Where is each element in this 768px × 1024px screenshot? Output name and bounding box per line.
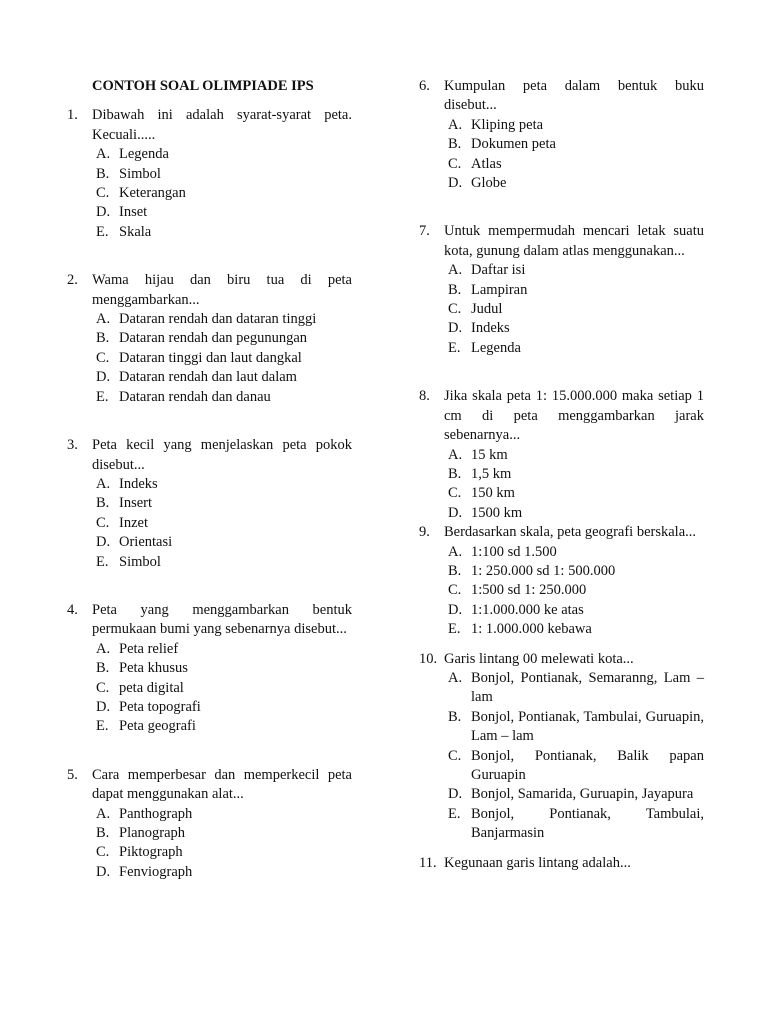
option-text: Panthograph [119, 805, 193, 822]
question-text: Berdasarkan skala, peta geografi berskala... [444, 524, 697, 541]
answer-option [96, 514, 352, 533]
option-text: Dataran tinggi dan laut dangkal [119, 349, 302, 366]
option-letter: E. [448, 621, 461, 638]
question-item [419, 854, 704, 873]
option-text: Skala [119, 223, 152, 240]
option-letter: D. [96, 863, 111, 880]
option-letter: B. [96, 660, 110, 677]
option-text: Peta topografi [119, 698, 201, 715]
option-text: Peta geografi [119, 718, 196, 735]
option-letter: A. [448, 262, 463, 279]
answer-option [448, 484, 704, 503]
option-letter: B. [448, 562, 462, 579]
answer-option [96, 223, 352, 242]
option-text: 1: 1.000.000 kebawa [471, 621, 592, 638]
question-stem [67, 766, 352, 805]
question-item [67, 601, 352, 737]
answer-option [96, 659, 352, 678]
answer-option [96, 553, 352, 572]
option-text: Planograph [119, 825, 186, 841]
option-letter: D. [96, 534, 111, 551]
answer-option [448, 319, 704, 338]
question-number: 11. [419, 854, 437, 871]
option-text: Inzet [119, 514, 148, 531]
option-letter: D. [448, 601, 463, 618]
option-letter: C. [96, 349, 110, 366]
option-letter: A. [96, 640, 111, 657]
answer-option [448, 708, 704, 747]
option-letter: A. [96, 475, 111, 492]
answer-option [448, 805, 704, 844]
answer-option [96, 679, 352, 698]
answer-option [96, 824, 352, 843]
question-item [67, 766, 352, 882]
option-letter: D. [448, 504, 463, 521]
option-text: Insert [119, 495, 153, 512]
option-letter: B. [448, 281, 462, 298]
question-stem [419, 77, 704, 116]
question-text: Kumpulan peta dalam bentuk buku disebut... [444, 78, 704, 114]
option-letter: D. [96, 698, 111, 715]
answer-option [96, 698, 352, 717]
option-text: Bonjol, Pontianak, Balik papan Guruapin [471, 747, 704, 783]
option-text: Keterangan [119, 185, 186, 202]
question-text: Peta yang menggambarkan bentuk permukaan bumi yang sebenarnya disebut... [92, 601, 352, 638]
option-text: Dataran rendah dan laut dalam [119, 369, 297, 386]
answer-option [448, 785, 704, 804]
option-letter: C. [96, 185, 110, 202]
option-letter: C. [448, 485, 462, 502]
question-item [419, 387, 704, 523]
answer-option [96, 717, 352, 736]
option-letter: C. [448, 301, 462, 318]
answer-option [96, 368, 352, 387]
option-text: Dataran rendah dan dataran tinggi [119, 311, 317, 328]
answer-options [67, 805, 352, 883]
question-item [419, 222, 704, 358]
answer-option [448, 446, 704, 465]
option-letter: D. [96, 369, 111, 386]
answer-option [448, 155, 704, 174]
question-item [67, 271, 352, 407]
answer-options [67, 145, 352, 242]
question-stem [67, 271, 352, 310]
option-text: Peta khusus [119, 660, 188, 677]
option-letter: D. [448, 320, 463, 337]
option-letter: C. [448, 747, 462, 764]
option-text: 15 km [471, 446, 508, 463]
answer-options [419, 543, 704, 640]
answer-option [448, 601, 704, 620]
answer-option [96, 494, 352, 513]
question-text: Wama hijau dan biru tua di peta menggambarkan... [92, 272, 352, 308]
question-number: 7. [419, 223, 430, 240]
question-number: 1. [67, 107, 78, 124]
question-number: 8. [419, 388, 430, 405]
answer-option [96, 349, 352, 368]
option-text: Atlas [471, 155, 502, 172]
question-text: Kegunaan garis lintang adalah... [444, 854, 631, 871]
option-text: Lampiran [471, 281, 528, 298]
answer-options [419, 669, 704, 844]
answer-option [448, 543, 704, 562]
answer-option [448, 339, 704, 358]
option-letter: A. [448, 116, 463, 133]
option-letter: B. [448, 465, 462, 482]
option-letter: B. [448, 708, 462, 725]
option-text: 1,5 km [471, 465, 512, 482]
option-text: Globe [471, 175, 507, 192]
question-stem [67, 601, 352, 640]
option-letter: E. [96, 718, 109, 735]
option-text: Daftar isi [471, 262, 526, 279]
option-text: 1:100 sd 1.500 [471, 543, 557, 560]
question-number: 9. [419, 524, 430, 541]
option-letter: A. [448, 543, 463, 560]
answer-option [96, 533, 352, 552]
question-text: Jika skala peta 1: 15.000.000 maka setiap 1 cm di peta menggambarkan jarak sebenarnya... [444, 388, 704, 444]
right-column [419, 77, 704, 873]
answer-option [96, 203, 352, 222]
option-letter: B. [96, 330, 110, 347]
option-text: Dokumen peta [471, 136, 556, 153]
option-text: Legenda [471, 339, 521, 356]
option-text: 1:1.000.000 ke atas [471, 601, 584, 618]
answer-option [448, 747, 704, 786]
option-text: Bonjol, Pontianak, Tambulai, Banjarmasin [471, 805, 704, 842]
question-item [419, 650, 704, 844]
option-text: Dataran rendah dan pegunungan [119, 330, 308, 347]
answer-option [96, 310, 352, 329]
answer-option [448, 116, 704, 135]
option-text: Indeks [471, 320, 510, 337]
question-number: 5. [67, 766, 78, 783]
answer-option [96, 165, 352, 184]
option-letter: E. [448, 339, 461, 356]
answer-options [419, 446, 704, 524]
option-letter: E. [96, 223, 109, 240]
option-text: Bonjol, Samarida, Guruapin, Jayapura [471, 786, 694, 803]
option-text: Inset [119, 204, 148, 221]
option-text: 1:500 sd 1: 250.000 [471, 582, 587, 599]
answer-options [67, 640, 352, 737]
option-letter: C. [96, 514, 110, 531]
question-stem [419, 650, 704, 669]
option-text: Piktograph [119, 844, 183, 861]
question-item [67, 106, 352, 242]
option-letter: E. [96, 388, 109, 405]
answer-option [448, 465, 704, 484]
answer-options [419, 116, 704, 194]
option-letter: C. [448, 155, 462, 172]
question-text: Untuk mempermudah mencari letak suatu kota, gunung dalam atlas menggunakan... [444, 223, 704, 259]
answer-option [448, 174, 704, 193]
option-text: 1500 km [471, 504, 523, 521]
question-text: Dibawah ini adalah syarat-syarat peta. Kecuali..... [92, 107, 352, 143]
option-letter: E. [448, 805, 461, 822]
answer-options [67, 475, 352, 572]
option-letter: B. [96, 495, 110, 512]
option-text: Dataran rendah dan danau [119, 388, 271, 405]
question-stem [419, 854, 704, 873]
answer-option [96, 184, 352, 203]
page-title: CONTOH SOAL OLIMPIADE IPS [92, 78, 314, 94]
option-text: Bonjol, Pontianak, Semaranng, Lam – lam [471, 669, 704, 706]
answer-option [448, 281, 704, 300]
answer-option [448, 261, 704, 280]
answer-option [96, 843, 352, 862]
option-letter: C. [448, 582, 462, 599]
question-text: Cara memperbesar dan memperkecil peta dapat menggunakan alat... [92, 766, 352, 803]
option-letter: D. [448, 175, 463, 192]
left-column [67, 77, 352, 882]
option-text: Peta relief [119, 640, 179, 657]
option-letter: A. [96, 311, 111, 328]
answer-option [96, 388, 352, 407]
answer-option [448, 135, 704, 154]
question-number: 3. [67, 437, 78, 454]
option-text: 1: 250.000 sd 1: 500.000 [471, 562, 616, 579]
answer-option [96, 145, 352, 164]
answer-option [448, 504, 704, 523]
option-letter: C. [96, 679, 110, 696]
option-text: Judul [471, 301, 503, 318]
answer-option [448, 581, 704, 600]
answer-option [96, 640, 352, 659]
question-text: Peta kecil yang menjelaskan peta pokok disebut... [92, 437, 352, 473]
question-item [67, 436, 352, 572]
option-text: Fenviograph [119, 863, 193, 880]
option-letter: D. [96, 204, 111, 221]
option-text: Bonjol, Pontianak, Tambulai, Guruapin, Lam – lam [471, 708, 704, 745]
question-number: 10. [419, 650, 438, 667]
option-text: Orientasi [119, 534, 173, 551]
question-item [419, 77, 704, 193]
answer-option [96, 329, 352, 348]
question-item [419, 523, 704, 639]
answer-option [96, 475, 352, 494]
answer-options [419, 261, 704, 358]
answer-option [96, 863, 352, 882]
option-letter: B. [96, 165, 110, 182]
question-stem [67, 436, 352, 475]
answer-option [448, 562, 704, 581]
option-letter: A. [96, 805, 111, 822]
option-letter: A. [448, 669, 463, 686]
option-letter: A. [96, 146, 111, 163]
question-number: 4. [67, 601, 78, 618]
question-stem [419, 523, 704, 542]
option-letter: A. [448, 446, 463, 463]
question-stem [67, 106, 352, 145]
option-text: Simbol [119, 553, 161, 570]
option-letter: E. [96, 553, 109, 570]
answer-option [96, 805, 352, 824]
option-text: Legenda [119, 146, 169, 163]
question-stem [419, 222, 704, 261]
answer-option [448, 669, 704, 708]
option-letter: D. [448, 786, 463, 803]
answer-option [448, 300, 704, 319]
question-text: Garis lintang 00 melewati kota... [444, 650, 634, 667]
option-letter: B. [96, 825, 110, 841]
option-text: Indeks [119, 475, 158, 492]
question-number: 6. [419, 78, 430, 94]
question-number: 2. [67, 272, 78, 289]
option-letter: B. [448, 136, 462, 153]
option-text: Kliping peta [471, 116, 544, 133]
option-text: peta digital [119, 679, 184, 696]
option-text: Simbol [119, 165, 161, 182]
answer-options [67, 310, 352, 407]
answer-option [448, 620, 704, 639]
option-letter: C. [96, 844, 110, 861]
option-text: 150 km [471, 485, 515, 502]
question-stem [419, 387, 704, 445]
